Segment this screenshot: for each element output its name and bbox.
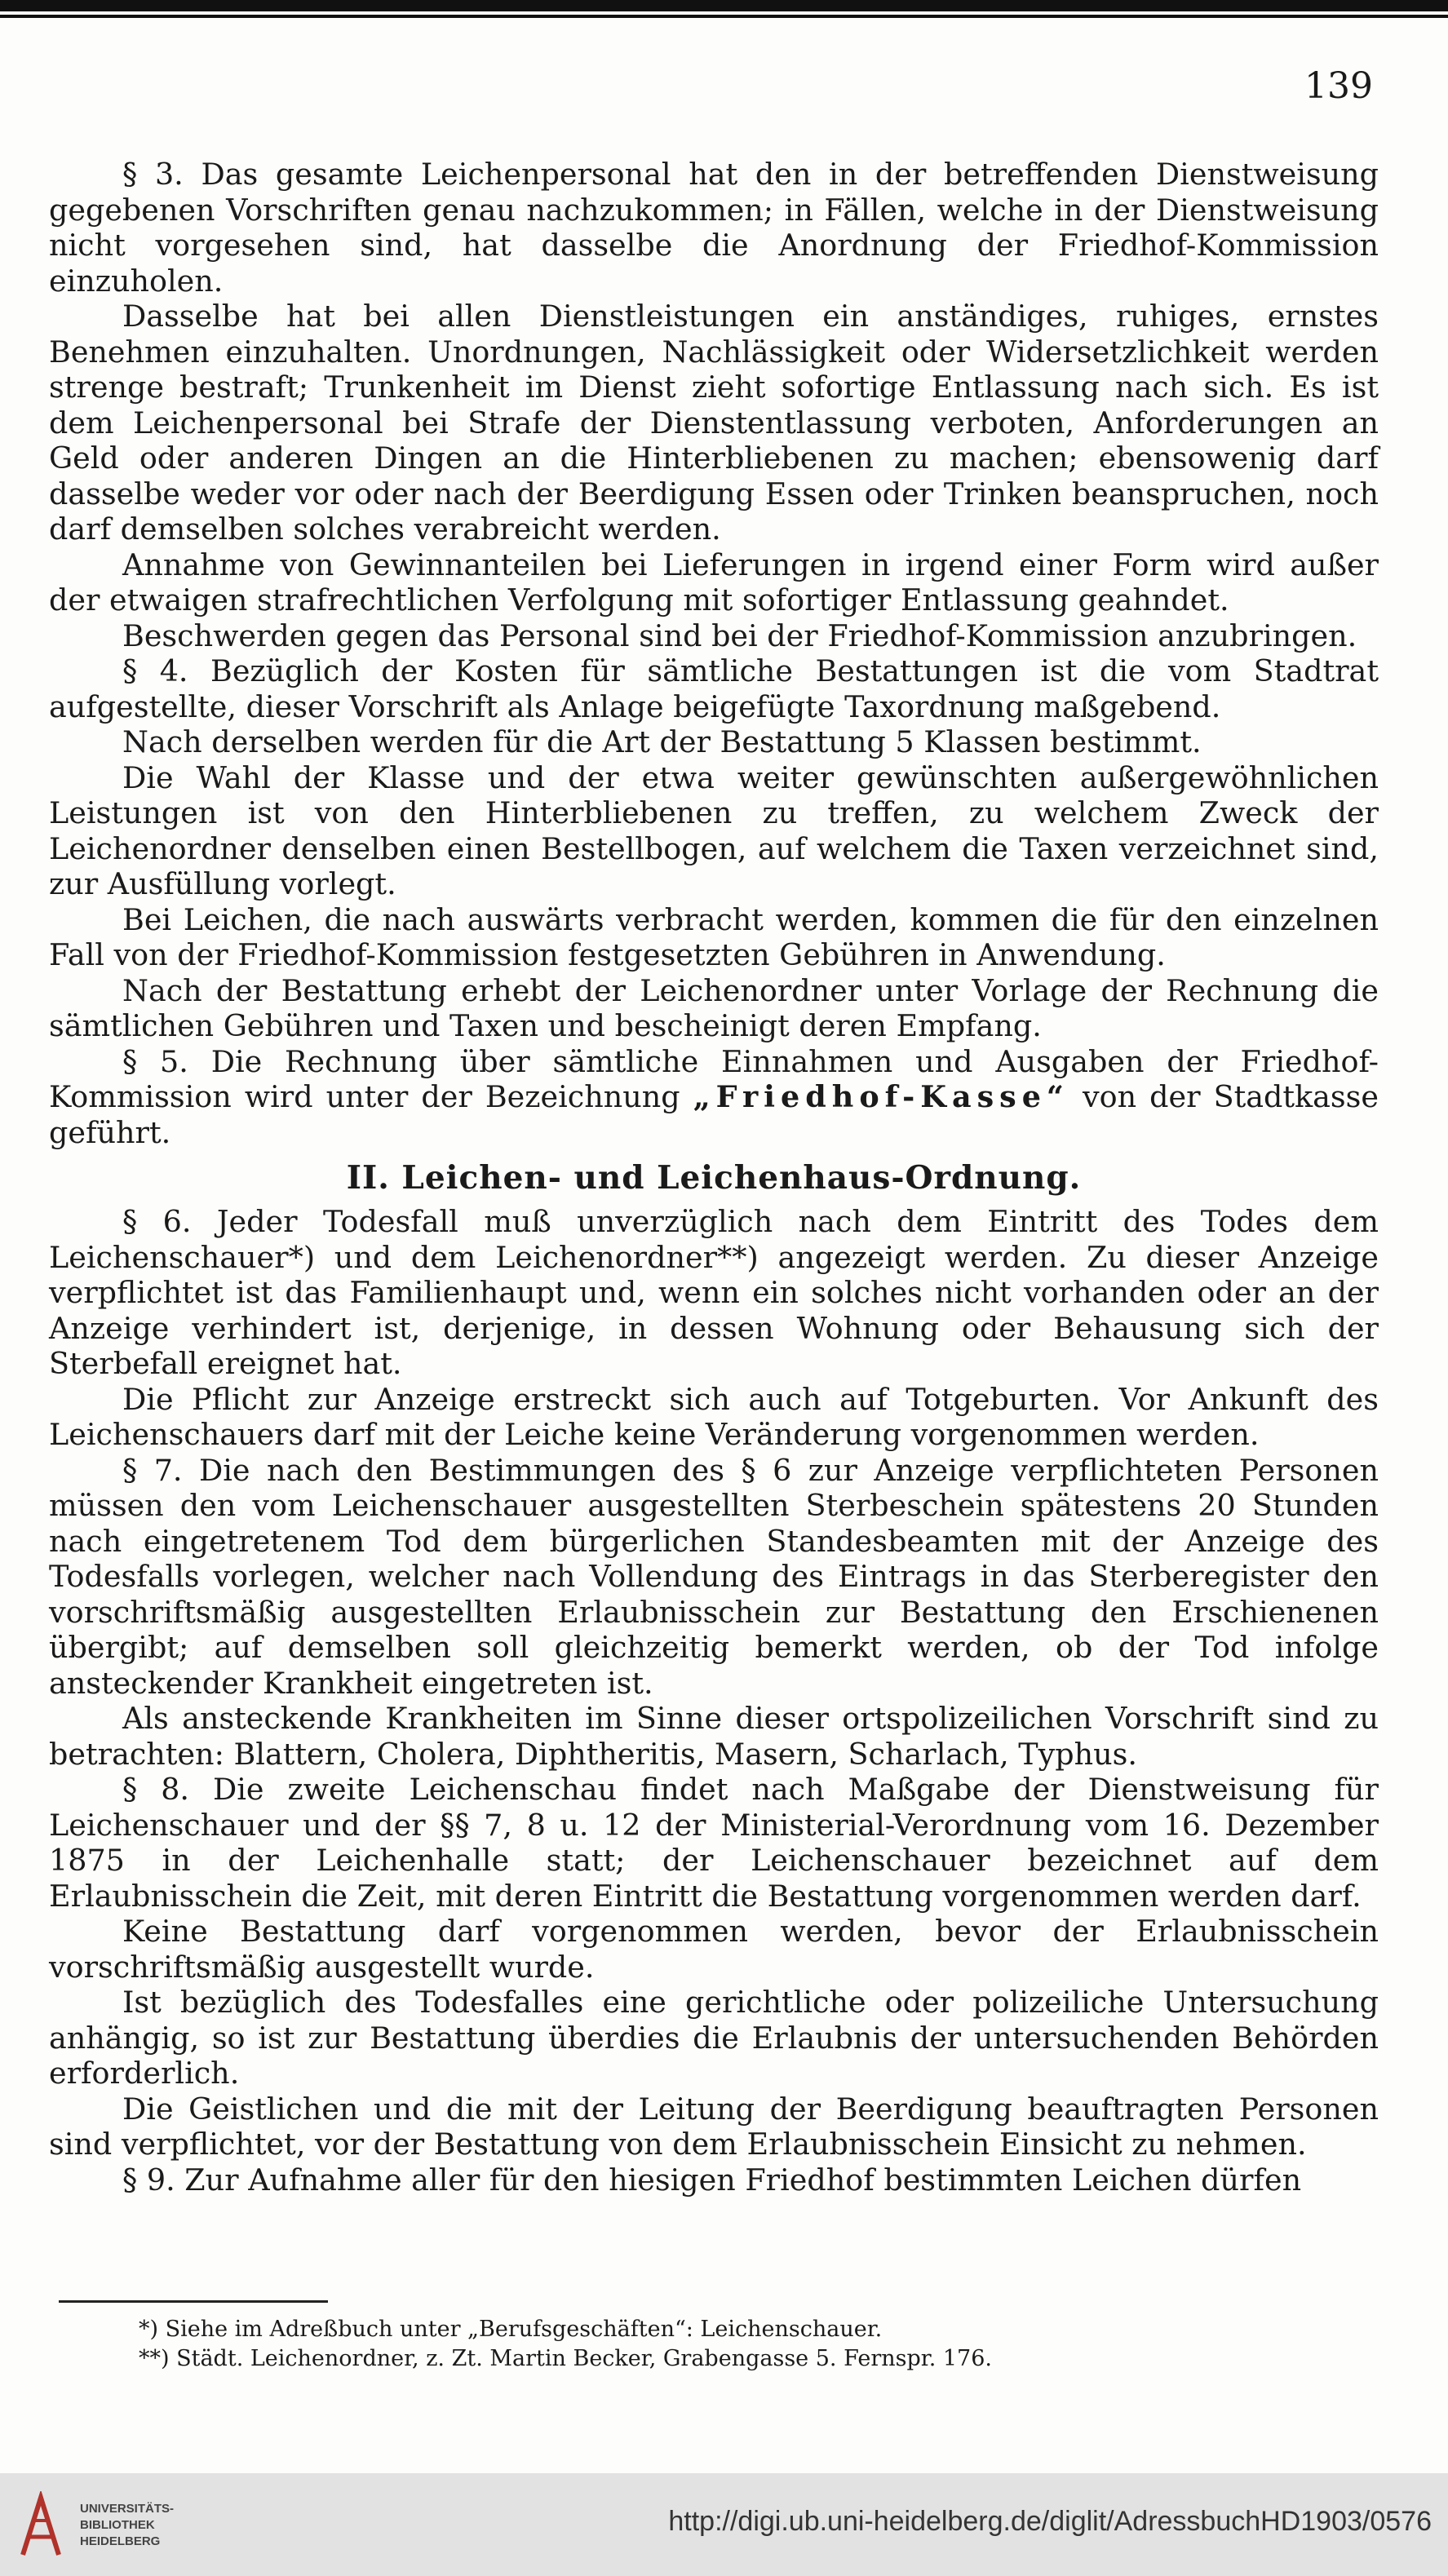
digitization-footer [0, 2473, 1448, 2576]
paragraph-external-burials: Bei Leichen, die nach auswärts verbracht werden, kommen die für den einzelnen Fall von der Friedhof-Kommission festgesetzten Gebühren in Anwendung. [49, 901, 1379, 972]
paragraph-profit-shares: Annahme von Gewinnanteilen bei Lieferungen in irgend einer Form wird außer der etwaigen strafrechtlichen Verfolgung mit sofortiger Entlassung geahndet. [49, 547, 1379, 617]
paragraph-clergy: Die Geistlichen und die mit der Leitung der Beerdigung beauftragten Personen sind verpflichtet, vor der Bestattung von dem Erlaubnisschein Einsicht zu nehmen. [49, 2091, 1379, 2162]
paragraph-no-burial-without-permit: Keine Bestattung darf vorgenommen werden, bevor der Erlaubnisschein vorschriftsmäßig ausgestellt wurde. [49, 1914, 1379, 1985]
section-5-text: § 5. Die Rechnung über sämtliche Einnahmen und Ausgaben der Friedhof-Kommission wird unter der Bezeichnung [49, 1043, 1379, 1114]
section-heading-2: II. Leichen- und Leichenhaus-Ordnung. [346, 1159, 1082, 1197]
source-url-link[interactable]: http://digi.ub.uni-heidelberg.de/diglit/AdressbuchHD1903/0576 [668, 2506, 1432, 2537]
paragraph-classes: Nach derselben werden für die Art der Bestattung 5 Klassen bestimmt. [122, 724, 1202, 759]
paragraph-investigation: Ist bezüglich des Todesfalles eine gerichtliche oder polizeiliche Untersuchung anhängig, so ist zur Bestattung überdies die Erlaubnis der untersuchenden Behörden erforderlich. [49, 1985, 1379, 2091]
body-text [49, 157, 1379, 2198]
paragraph-section-7: § 7. Die nach den Bestimmungen des § 6 zur Anzeige verpflichteten Personen müssen den vom Leichenschauer ausgestellten Sterbeschein spätestens 20 Stunden nach eingetretenem Tod dem bürgerlichen Standesbeamten mit der Anzeige des Todesfalls vorlegen, welcher nach Vollendung des Eintrags in das Sterberegister den vorschriftsmäßig ausgestellten Erlaubnisschein zur Bestattung den Erschienenen übergibt; auf demselben soll gleichzeitig bemerkt werden, ob der Tod infolge ansteckender Krankheit eingetreten ist. [49, 1452, 1379, 1701]
footnote-divider [59, 2300, 328, 2303]
page-number: 139 [1304, 65, 1373, 107]
paragraph-class-choice: Die Wahl der Klasse und der etwa weiter gewünschten außergewöhnlichen Leistungen ist von den Hinterbliebenen zu treffen, zu welchem Zweck der Leichenordner denselben einen Bestellbogen, auf welchem die Taxen verzeichnet sind, zur Ausfüllung vorlegt. [49, 759, 1379, 901]
paragraph-section-5 [49, 1044, 1379, 1151]
paragraph-section-9: § 9. Zur Aufnahme aller für den hiesigen Friedhof bestimmten Leichen dürfen [122, 2162, 1302, 2198]
university-library-logo-icon [18, 2491, 64, 2560]
footnotes [139, 2315, 1281, 2374]
friedhof-kasse-term: „Friedhof-Kasse“ [693, 1079, 1069, 1114]
paragraph-contagious-diseases: Als ansteckende Krankheiten im Sinne dieser ortspolizeilichen Vorschrift sind zu betrachten: Blattern, Cholera, Diphtheritis, Masern, Scharlach, Typhus. [49, 1701, 1379, 1772]
library-name: UNIVERSITÄTS- BIBLIOTHEK HEIDELBERG [80, 2502, 175, 2548]
paragraph-section-3: § 3. Das gesamte Leichenpersonal hat den in der betreffenden Dienstweisung gegebenen Vorschriften genau nachzukommen; in Fällen, welche in der Dienstweisung nicht vorgesehen sind, hat dasselbe die Anordnung der Friedhof-Kommission einzuholen. [49, 157, 1379, 299]
paragraph-complaints: Beschwerden gegen das Personal sind bei der Friedhof-Kommission anzubringen. [122, 617, 1357, 653]
section-5-text-end: von der Stadtkasse geführt. [49, 1079, 1379, 1150]
paragraph-section-4: § 4. Bezüglich der Kosten für sämtliche Bestattungen ist die vom Stadtrat aufgestellte, dieser Vorschrift als Anlage beigefügte Taxordnung maßgebend. [49, 653, 1379, 724]
paragraph-stillbirths: Die Pflicht zur Anzeige erstreckt sich auch auf Totgeburten. Vor Ankunft des Leichenschauers darf mit der Leiche keine Veränderung vorgenommen werden. [49, 1381, 1379, 1452]
top-border-rule [0, 0, 1448, 34]
paragraph-section-6: § 6. Jeder Todesfall muß unverzüglich nach dem Eintritt des Todes dem Leichenschauer*) und dem Leichenordner**) angezeigt werden. Zu dieser Anzeige verpflichtet ist das Familienhaupt und, wenn ein solches nicht vorhanden oder an der Anzeige verhindert ist, derjenige, in dessen Wohnung oder Behausung sich der Sterbefall ereignet hat. [49, 1204, 1379, 1381]
footnote-1: *) Siehe im Adreßbuch unter „Berufsgeschäften“: Leichenschauer. [139, 2317, 883, 2342]
paragraph-section-8: § 8. Die zweite Leichenschau findet nach Maßgabe der Dienstweisung für Leichenschauer und der §§ 7, 8 u. 12 der Ministerial-Verordnung vom 16. Dezember 1875 in der Leichenhalle statt; der Leichenschauer bezeichnet auf dem Erlaubnisschein die Zeit, mit deren Eintritt die Bestattung vorgenommen werden darf. [49, 1772, 1379, 1914]
paragraph-conduct: Dasselbe hat bei allen Dienstleistungen ein anständiges, ruhiges, ernstes Benehmen einzuhalten. Unordnungen, Nachlässigkeit oder Widersetzlichkeit werden strenge bestraft; Trunkenheit im Dienst zieht sofortige Entlassung nach sich. Es ist dem Leichenpersonal bei Strafe der Dienstentlassung verboten, Anforderungen an Geld oder anderen Dingen an die Hinterbliebenen zu machen; ebensowenig darf dasselbe weder vor oder nach der Beerdigung Essen oder Trinken beanspruchen, noch darf demselben solches verabreicht werden. [49, 299, 1379, 547]
paragraph-fee-collection: Nach der Bestattung erhebt der Leichenordner unter Vorlage der Rechnung die sämtlichen Gebühren und Taxen und bescheinigt deren Empfang. [49, 972, 1379, 1043]
footnote-2: **) Städt. Leichenordner, z. Zt. Martin Becker, Grabengasse 5. Fernspr. 176. [139, 2346, 992, 2371]
